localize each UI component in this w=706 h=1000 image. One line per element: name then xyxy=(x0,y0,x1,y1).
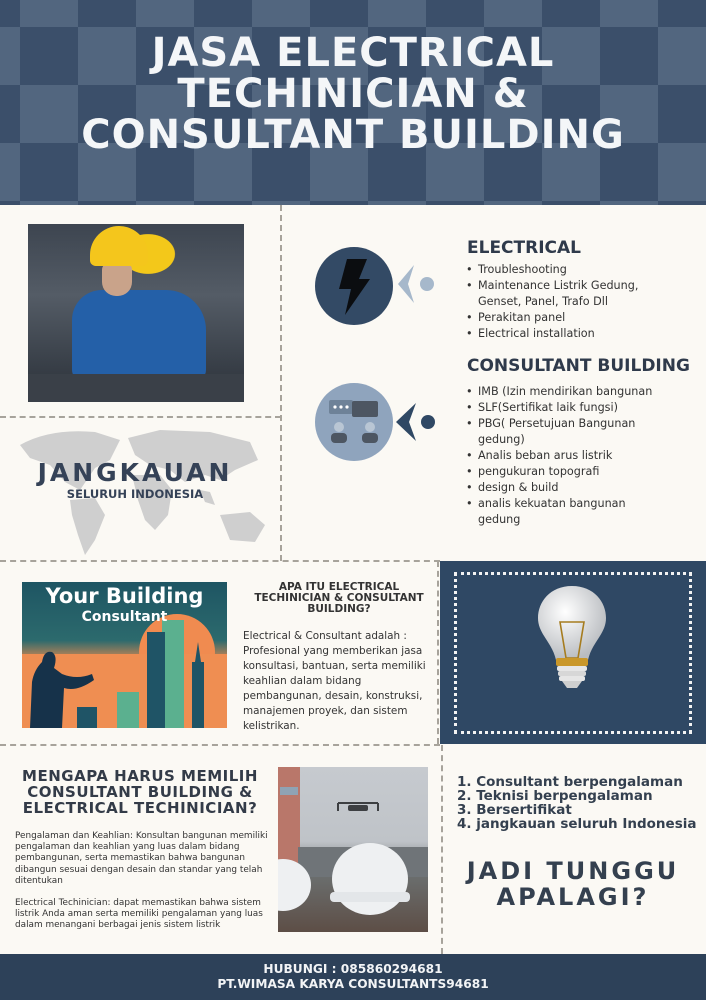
title-line-2: TECHINICIAN & xyxy=(177,71,529,117)
list-item: • PBG( Persetujuan Bangunan gedung) xyxy=(466,416,666,448)
consultant-list xyxy=(466,384,666,528)
divider xyxy=(0,416,281,418)
list-item: • design & build xyxy=(466,480,666,496)
list-item: • analis kekuatan bangunan gedung xyxy=(466,496,666,528)
lightning-bolt-icon xyxy=(315,247,393,325)
building-consultant-illustration xyxy=(22,582,227,728)
list-item: 2. Teknisi berpengalaman xyxy=(457,788,653,804)
title-line-1: JASA ELECTRICAL xyxy=(151,30,555,76)
page-title xyxy=(81,30,625,158)
illustration-subtitle: Consultant xyxy=(81,609,168,625)
consultation-chat-icon xyxy=(315,383,393,461)
reasons-list xyxy=(457,775,696,831)
consultant-title: CONSULTANT BUILDING xyxy=(467,356,690,376)
workbench xyxy=(28,374,244,402)
list-item: 3. Bersertifikat xyxy=(457,802,572,818)
reach-title: JANGKAUAN xyxy=(37,458,233,487)
list-item: • Perakitan panel xyxy=(466,310,666,326)
lightbulb-icon xyxy=(532,582,612,692)
divider xyxy=(0,744,440,746)
company-name: PT.WIMASA KARYA CONSULTANTS94681 xyxy=(217,977,489,991)
electrical-icon-circle xyxy=(315,247,393,325)
list-item: • Troubleshooting xyxy=(466,262,666,278)
header-banner xyxy=(0,0,706,205)
reach-subtitle: SELURUH INDONESIA xyxy=(66,487,204,501)
drone-icon xyxy=(338,803,378,811)
drone-site-photo xyxy=(278,767,428,932)
title-line-3: CONSULTANT BUILDING xyxy=(81,112,625,158)
arrow-pointer-icon xyxy=(392,263,440,305)
list-item: 1. Consultant berpengalaman xyxy=(457,774,683,790)
footer xyxy=(0,954,706,1000)
divider xyxy=(0,560,440,562)
about-title: APA ITU ELECTRICAL TECHINICIAN & CONSULTANT BUILDING? xyxy=(254,581,424,615)
list-item: • pengukuran topografi xyxy=(466,464,666,480)
cta-line-1: JADI TUNGGU xyxy=(466,857,680,885)
list-item: • Analis beban arus listrik xyxy=(466,448,666,464)
worker-body xyxy=(72,290,206,380)
cta-line-2: APALAGI? xyxy=(496,883,650,911)
list-item: • Maintenance Listrik Gedung, Genset, Panel, Trafo Dll xyxy=(466,278,666,310)
why-paragraph: Pengalaman dan Keahlian: Konsultan bangunan memiliki pengalaman dan keahlian yang luas dalam bidang pembangunan, serta memastikan bahwa bangunan dibangun sesuai dengan desain dan standar yang telah ditentukan xyxy=(15,831,268,886)
list-item: • IMB (Izin mendirikan bangunan xyxy=(466,384,666,400)
divider xyxy=(280,205,282,561)
list-item: 4. jangkauan seluruh Indonesia xyxy=(457,816,697,832)
consultant-icon-circle xyxy=(315,383,393,461)
list-item: • Electrical installation xyxy=(466,326,666,342)
why-paragraph: Electrical Techinician: dapat memastikan bahwa sistem listrik Anda aman serta memiliki pengalaman yang luas dalam menangani berbagai jenis sistem listrik xyxy=(15,898,263,931)
about-body: Electrical & Consultant adalah : Profesional yang memberikan jasa konsultasi, bantuan, serta memiliki keahlian dalam bidang pembangunan, desain, konstruksi, manajemen proyek, dan sistem kelistrikan. xyxy=(243,630,426,732)
worker-face xyxy=(102,262,132,296)
divider xyxy=(441,745,443,954)
hard-hat xyxy=(90,226,148,266)
electrical-title: ELECTRICAL xyxy=(467,238,582,258)
call-to-action xyxy=(440,858,706,910)
electrician-photo xyxy=(28,224,244,402)
why-body xyxy=(15,831,275,943)
electrical-list xyxy=(466,262,666,342)
list-item: • SLF(Sertifikat laik fungsi) xyxy=(466,400,666,416)
illustration-title: Your Building xyxy=(45,584,204,608)
contact-phone: HUBUNGI : 085860294681 xyxy=(263,962,443,976)
why-title: MENGAPA HARUS MEMILIH CONSULTANT BUILDING & ELECTRICAL TECHINICIAN? xyxy=(22,767,258,817)
arrow-pointer-icon xyxy=(392,401,440,443)
